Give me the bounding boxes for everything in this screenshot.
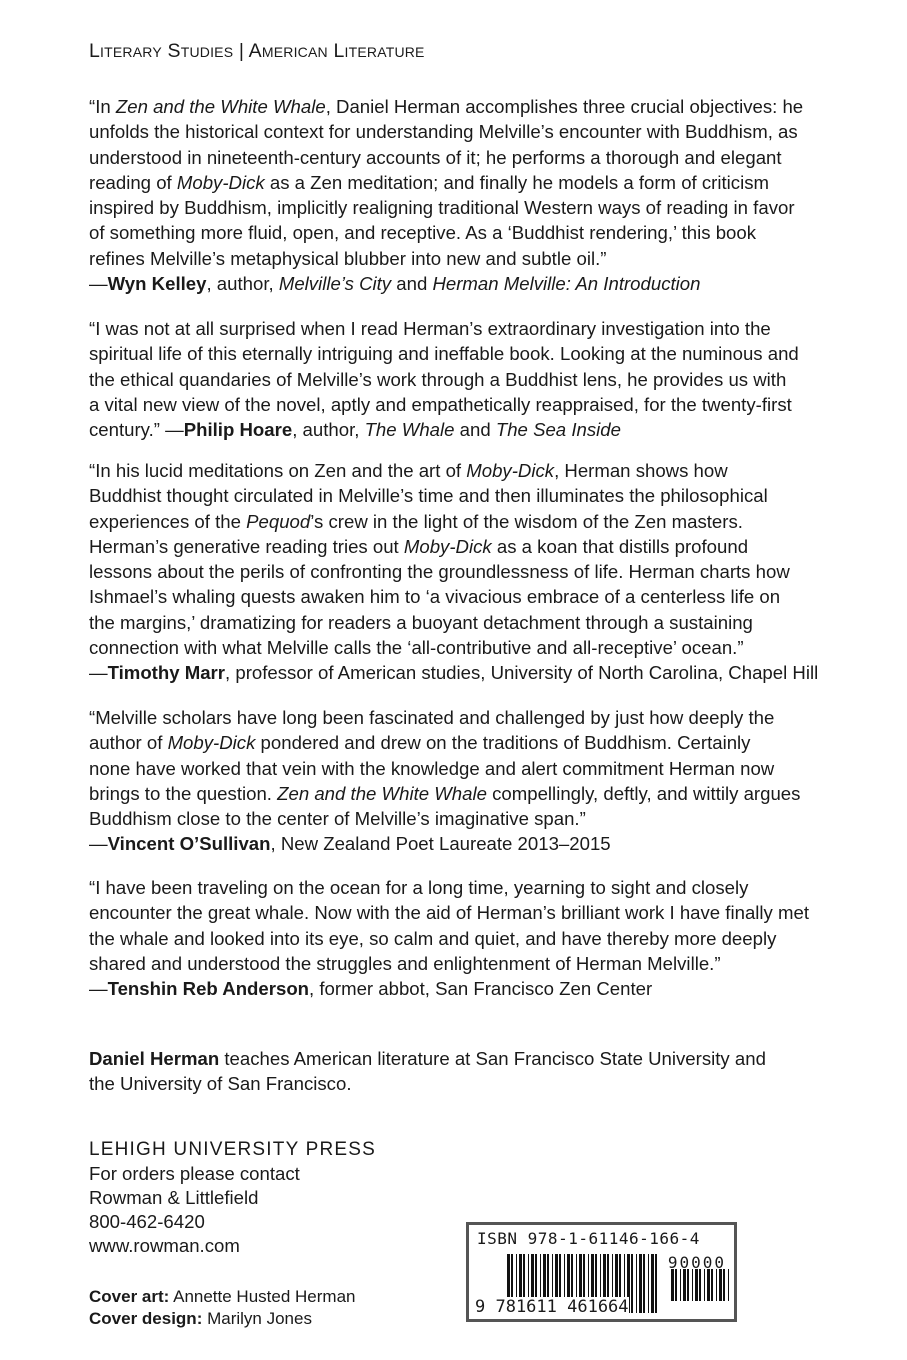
text-segment: , Herman shows how — [554, 460, 728, 481]
text-line — [89, 951, 809, 976]
phone-number: 800-462-6420 — [89, 1211, 205, 1232]
text-segment: , Daniel Herman accomplishes three crucial objectives: he — [325, 96, 804, 117]
order-contact — [89, 1162, 300, 1258]
endorser-name: Philip Hoare — [183, 419, 293, 441]
text-segment: experiences of the — [89, 510, 247, 532]
text-line — [89, 417, 799, 442]
barcode-bar — [716, 1269, 717, 1301]
author-bio — [89, 1046, 766, 1097]
barcode-bar — [655, 1254, 657, 1313]
barcode-bar — [648, 1254, 649, 1313]
endorser-name: Vincent O’Sullivan — [107, 833, 271, 855]
publisher-name: LEHIGH UNIVERSITY PRESS — [89, 1139, 376, 1160]
text-segment: inspired by Buddhism, implicitly realigning traditional Western ways of reading in favor — [89, 197, 795, 219]
title-italic: Moby-Dick — [167, 732, 256, 754]
text-segment: author of — [89, 732, 168, 754]
series-category-header — [89, 40, 425, 63]
category-american-literature: American Literature — [248, 40, 425, 62]
barcode-bar — [699, 1269, 701, 1301]
cover-design-credit — [89, 1308, 356, 1330]
text-segment: , former abbot, San Francisco Zen Center — [309, 978, 653, 1000]
title-italic: Moby-Dick — [466, 460, 555, 481]
text-segment: and — [454, 419, 496, 441]
isbn-barcode — [466, 1222, 737, 1322]
blurb-3 — [89, 458, 818, 686]
text-segment: connection with what Melville calls the ‘all-contributive and all-receptive’ ocean.” — [89, 637, 744, 659]
text-line — [89, 119, 803, 144]
text-line — [89, 271, 803, 296]
barcode-bar — [639, 1254, 642, 1313]
text-segment: reading of — [89, 171, 177, 193]
isbn-label: ISBN 978-1-61146-166-4 — [477, 1229, 700, 1248]
title-italic: Moby-Dick — [403, 535, 492, 557]
text-line — [89, 392, 799, 417]
barcode-bar — [707, 1269, 710, 1301]
text-segment: “I have been traveling on the ocean for a long time, yearning to sight and closely — [89, 877, 749, 898]
blurb-4 — [89, 705, 800, 857]
text-segment: unfolds the historical context for understanding Melville’s encounter with Buddhism, as — [89, 121, 798, 143]
text-segment: the margins,’ dramatizing for readers a buoyant detachment through a sustaining — [89, 611, 753, 633]
barcode-bar — [687, 1269, 689, 1301]
barcode-bar — [728, 1269, 729, 1301]
barcode-bar — [651, 1254, 654, 1313]
text-line — [89, 1046, 766, 1071]
text-segment: “In — [89, 96, 116, 117]
text-line — [89, 926, 809, 951]
text-segment: — — [89, 833, 108, 855]
text-segment: ’s crew in the light of the wisdom of the Zen masters. — [310, 510, 743, 532]
blurb-2 — [89, 316, 799, 442]
title-italic: Melville’s City — [278, 273, 392, 295]
text-segment: as a Zen meditation; and finally he models a form of criticism — [264, 171, 769, 193]
title-italic: Pequod — [246, 510, 311, 532]
text-line — [89, 635, 818, 660]
text-segment: “In his lucid meditations on Zen and the art of — [89, 460, 467, 481]
text-line — [89, 94, 803, 119]
title-italic: Herman Melville: An Introduction — [432, 273, 701, 295]
title-italic: Zen and the White Whale — [277, 782, 487, 804]
credit-label: Cover design: — [89, 1309, 203, 1328]
text-line — [89, 341, 799, 366]
text-segment: century.” — — [89, 419, 184, 441]
text-line — [89, 660, 818, 685]
text-segment: the whale and looked into its eye, so calm and quiet, and have thereby more deeply — [89, 927, 777, 949]
barcode-bar — [692, 1269, 693, 1301]
barcode-bar — [675, 1269, 677, 1301]
title-italic: The Whale — [364, 419, 455, 441]
text-line — [89, 900, 809, 925]
cover-art-credit — [89, 1286, 356, 1308]
text-segment: spiritual life of this eternally intriguing and ineffable book. Looking at the numinous and — [89, 343, 799, 365]
text-line — [89, 367, 799, 392]
text-segment: Herman’s generative reading tries out — [89, 535, 404, 557]
text-segment: — — [89, 978, 108, 1000]
text-segment: refines Melville’s metaphysical blubber into new and subtle oil.” — [89, 247, 607, 269]
barcode-bar — [680, 1269, 681, 1301]
text-line — [89, 781, 800, 806]
order-line: For orders please contact — [89, 1163, 300, 1184]
text-segment: — — [89, 662, 108, 684]
barcode-bar — [723, 1269, 725, 1301]
barcode-bar — [711, 1269, 713, 1301]
text-segment: compellingly, deftly, and wittily argues — [486, 782, 801, 804]
text-segment: , New Zealand Poet Laureate 2013–2015 — [270, 833, 611, 855]
text-segment: lessons about the perils of confronting the groundlessness of life. Herman charts how — [89, 561, 790, 583]
text-segment: Buddhism close to the center of Melville’s imaginative span.” — [89, 808, 586, 830]
website: www.rowman.com — [89, 1235, 240, 1256]
text-segment: “I was not at all surprised when I read Herman’s extraordinary investigation into the — [89, 318, 771, 339]
text-line — [89, 509, 818, 534]
text-line — [89, 875, 809, 900]
text-line — [89, 483, 818, 508]
title-italic: Moby-Dick — [176, 171, 265, 193]
text-segment: teaches American literature at San Francisco State University and — [219, 1048, 766, 1069]
text-segment: “Melville scholars have long been fascinated and challenged by just how deeply the — [89, 707, 775, 728]
text-segment: brings to the question. — [89, 782, 278, 804]
text-segment: as a koan that distills profound — [491, 535, 749, 557]
title-italic: The Sea Inside — [495, 419, 621, 441]
text-segment: the ethical quandaries of Melville’s work through a Buddhist lens, he provides us with — [89, 368, 787, 390]
endorser-name: Timothy Marr — [107, 662, 226, 684]
text-line — [89, 246, 803, 271]
text-segment: and — [391, 273, 433, 295]
barcode-bar — [719, 1269, 722, 1301]
text-segment: a vital new view of the novel, aptly and empathetically reappraised, for the twenty-first — [89, 393, 792, 415]
text-line — [89, 559, 818, 584]
endorser-name: Wyn Kelley — [107, 273, 207, 295]
text-line — [89, 316, 799, 341]
text-segment: Buddhist thought circulated in Melville’s time and then illuminates the philosophical — [89, 485, 768, 507]
barcode-bar — [683, 1269, 686, 1301]
text-line — [89, 756, 800, 781]
text-segment: pondered and drew on the traditions of Buddhism. Certainly — [255, 732, 751, 754]
credit-value: Marilyn Jones — [207, 1309, 312, 1328]
text-line — [89, 831, 800, 856]
text-segment: Ishmael’s whaling quests awaken him to ‘a vivacious embrace of a centerless life on — [89, 586, 781, 608]
barcode-bar — [671, 1269, 674, 1301]
text-segment: none have worked that vein with the knowledge and alert commitment Herman now — [89, 757, 775, 779]
text-line — [89, 220, 803, 245]
title-italic: Zen and the White Whale — [115, 96, 326, 117]
text-segment: shared and understood the struggles and enlightenment of Herman Melville.” — [89, 952, 721, 974]
text-line — [89, 976, 809, 1001]
text-line — [89, 534, 818, 559]
text-line — [89, 730, 800, 755]
distributor-name: Rowman & Littlefield — [89, 1187, 259, 1208]
text-line — [89, 584, 818, 609]
endorser-name: Tenshin Reb Anderson — [107, 978, 310, 1000]
blurb-5 — [89, 875, 809, 1001]
text-segment: , author, — [292, 419, 365, 441]
text-segment: understood in nineteenth-century accounts of it; he performs a thorough and elegant — [89, 146, 782, 168]
text-segment: , professor of American studies, University of North Carolina, Chapel Hill — [225, 662, 819, 684]
category-literary-studies: Literary Studies — [89, 40, 234, 62]
text-line — [89, 195, 803, 220]
blurb-1 — [89, 94, 803, 296]
text-line — [89, 458, 818, 483]
text-line — [89, 1071, 766, 1096]
text-segment: encounter the great whale. Now with the aid of Herman’s brilliant work I have finally met — [89, 902, 809, 924]
barcode-bar — [636, 1254, 637, 1313]
text-line — [89, 806, 800, 831]
text-line — [89, 610, 818, 635]
barcode-bar — [695, 1269, 698, 1301]
barcode-bar — [631, 1254, 633, 1313]
text-segment: of something more fluid, open, and receptive. As a ‘Buddhist rendering,’ this book — [89, 222, 757, 244]
ean-digits: 9 781611 461664 — [475, 1297, 629, 1317]
price-code: 90000 — [667, 1253, 726, 1272]
text-line — [89, 170, 803, 195]
barcode-bar — [643, 1254, 645, 1313]
credit-label: Cover art: — [89, 1287, 170, 1306]
text-segment: , author, — [206, 273, 279, 295]
category-separator: | — [238, 40, 245, 62]
text-segment: — — [89, 273, 108, 295]
endorser-name: Daniel Herman — [89, 1048, 220, 1069]
text-line — [89, 705, 800, 730]
barcode-bar — [704, 1269, 705, 1301]
text-segment: the University of San Francisco. — [89, 1073, 352, 1095]
text-line — [89, 145, 803, 170]
credit-value: Annette Husted Herman — [173, 1287, 356, 1306]
credits — [89, 1286, 356, 1330]
